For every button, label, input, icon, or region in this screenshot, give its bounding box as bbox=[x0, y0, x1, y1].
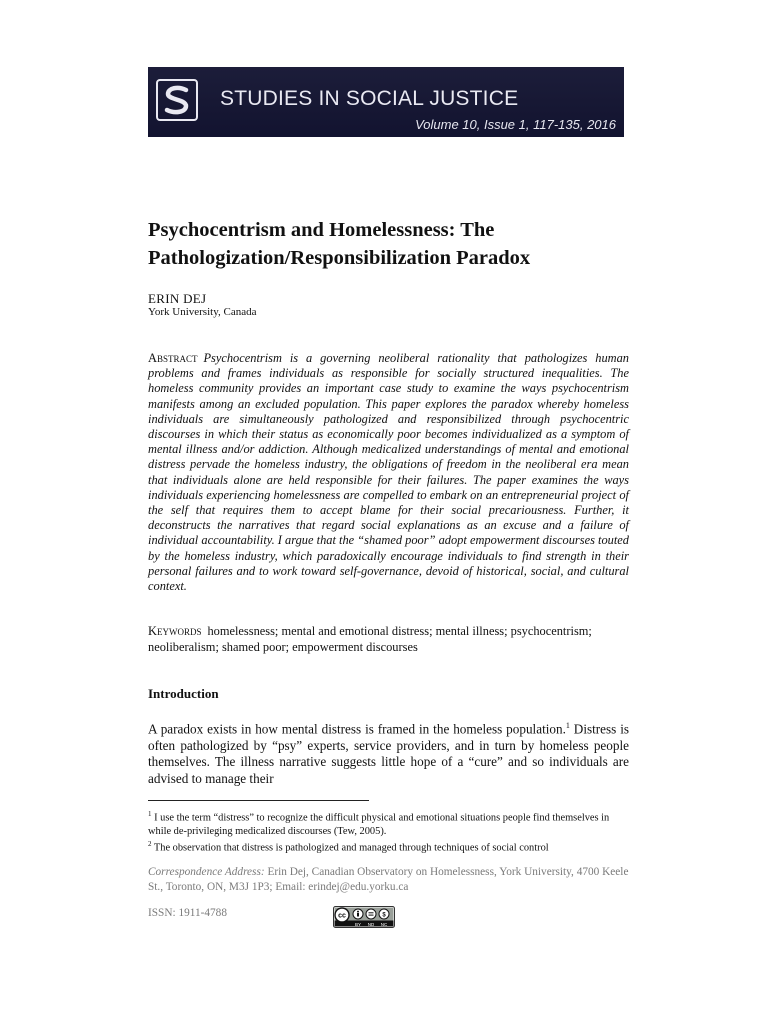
intro-text-end: Distress is often pathologized by “psy” experts, service providers, and in turn by homeless people themselves. The illness narrative suggests little hope of a “cure” and so individuals are advised to manage their bbox=[148, 721, 629, 786]
title-line-1: Psychocentrism and Homelessness: The bbox=[148, 219, 495, 241]
correspondence-text: Erin Dej, Canadian Observatory on Homelessness, York University, 4700 Keele St., Toronto, ON, M3J 1P3; Email: erindej@edu.yorku.ca bbox=[148, 866, 629, 893]
abstract-text: Psychocentrism is a governing neoliberal rationality that pathologizes human problems and frames individuals as responsible for socially structured inequalities. The homeless community provides an important case study to examine the ways psychocentrism manifests among an excluded population. This paper explores the paradox whereby homeless individuals are simultaneously pathologized and responsibilized through psychocentric discourses in which their status as economically poor becomes individualized as a symptom of mental illness and/or addiction. Although medicalized understandings of mental and emotional distress pervade the homeless industry, the obligations of freedom in the neoliberal era mean that individuals alone are held responsible for their failures. The paper examines the ways individuals experiencing homelessness are compelled to embark on an entrepreneurial project of the self that requires them to accept blame for their social precariousness. Further, it deconstructs the narratives that regard social explanations as an excuse and a failure of individual accountability. I argue that the “shamed poor” adopt empowerment discourses touted by the homeless industry, which paradoxically encourage individuals to find strength in their personal failures and to work toward self-governance, devoid of historical, social, and cultural context. bbox=[148, 351, 629, 594]
svg-text:cc: cc bbox=[338, 912, 346, 920]
footnote-divider bbox=[148, 800, 369, 801]
footnote-1 bbox=[148, 808, 629, 838]
author-name: ERIN DEJ bbox=[148, 291, 207, 306]
footnote-2-text: The observation that distress is pathologized and managed through techniques of social control bbox=[151, 842, 549, 854]
abstract bbox=[148, 351, 629, 594]
correspondence-address bbox=[148, 865, 629, 895]
creative-commons-by-nd-nc-icon[interactable] bbox=[333, 906, 395, 928]
article-title bbox=[148, 216, 628, 272]
author-affiliation: York University, Canada bbox=[148, 306, 257, 318]
svg-text:$: $ bbox=[382, 912, 386, 919]
keywords-text: homelessness; mental and emotional distress; mental illness; psychocentrism; neoliberalism; shamed poor; empowerment discourses bbox=[148, 624, 592, 654]
footnote-marker-1: 1 bbox=[148, 810, 152, 818]
cc-label-nd: ND bbox=[367, 922, 375, 927]
issn: ISSN: 1911-4788 bbox=[148, 907, 227, 919]
introduction-paragraph bbox=[148, 718, 629, 787]
correspondence-label: Correspondence Address: bbox=[148, 866, 265, 878]
section-heading-introduction: Introduction bbox=[148, 686, 219, 701]
footnote-ref-1[interactable]: 1 bbox=[565, 721, 570, 730]
footnote-marker-2: 2 bbox=[148, 839, 152, 848]
journal-banner bbox=[148, 67, 624, 137]
footnote-2 bbox=[148, 838, 629, 855]
cc-label-nc: NC bbox=[380, 922, 388, 927]
footnotes bbox=[148, 808, 629, 855]
journal-name: STUDIES IN SOCIAL JUSTICE bbox=[220, 87, 519, 110]
title-line-2: Pathologization/Responsibilization Paradox bbox=[148, 247, 531, 269]
footnote-1-text: I use the term “distress” to recognize the difficult physical and emotional situations people find themselves in while de-privileging medicalized discourses (Tew, 2005). bbox=[148, 812, 610, 837]
cc-label-by: BY bbox=[354, 922, 362, 927]
abstract-label: Abstract bbox=[148, 351, 198, 365]
keywords bbox=[148, 624, 629, 655]
keywords-label: Keywords bbox=[148, 624, 202, 638]
volume-info: Volume 10, Issue 1, 117-135, 2016 bbox=[415, 117, 616, 132]
intro-text-start: A paradox exists in how mental distress is framed in the homeless population. bbox=[148, 721, 566, 737]
ssj-logo-icon bbox=[156, 79, 198, 121]
